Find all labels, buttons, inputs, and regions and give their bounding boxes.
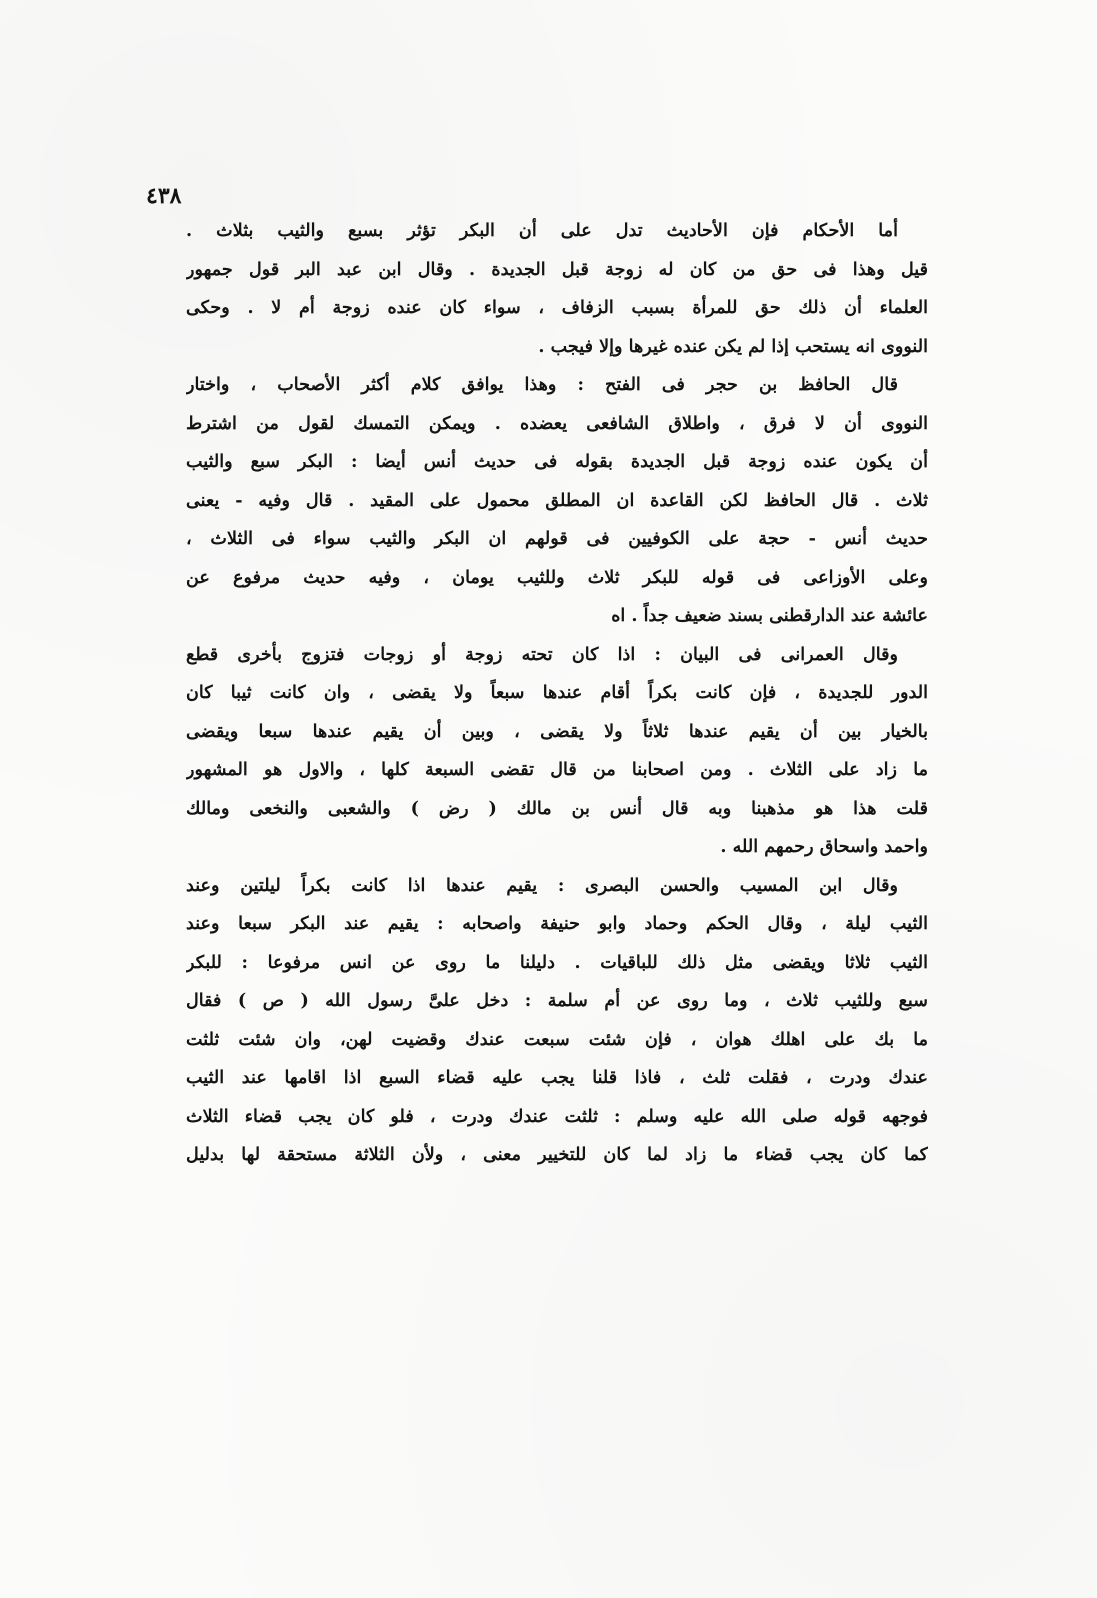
text-line: النووى أن لا فرق ، واطلاق الشافعى يعضده . ويمكن التمسك لقول من اشترط bbox=[186, 412, 928, 434]
text-line: قال الحافظ بن حجر فى الفتح : وهذا يوافق كلام أكثر الأصحاب ، واختار bbox=[186, 374, 898, 395]
text-line: أن يكون عنده زوجة قبل الجديدة بقوله فى حديث أنس أيضا : البكر سبع والثيب bbox=[186, 451, 928, 472]
text-line: فوجهه قوله صلى الله عليه وسلم : ثلثت عندك ودرت ، فلو كان يجب قضاء الثلاث bbox=[186, 1105, 928, 1127]
page-number: ٤٣٨ bbox=[146, 183, 182, 209]
text-line: النووى انه يستحب إذا لم يكن عنده غيرها وإلا فيجب . bbox=[538, 335, 928, 357]
text-line: العلماء أن ذلك حق للمرأة بسبب الزفاف ، سواء كان عنده زوجة أم لا . وحكى bbox=[186, 297, 928, 318]
text-line: قلت هذا هو مذهبنا وبه قال أنس بن مالك ( رض ) والشعبى والنخعى ومالك bbox=[186, 797, 928, 819]
text-line: حديث أنس - حجة على الكوفيين فى قولهم ان البكر والثيب سواء فى الثلاث ، bbox=[186, 528, 928, 549]
text-line: الثيب ثلاثا ويقضى مثل ذلك للباقيات . دليلنا ما روى عن انس مرفوعا : للبكر bbox=[186, 951, 928, 973]
text-line: الدور للجديدة ، فإن كانت بكراً أقام عندها سبعاً ولا يقضى ، وان كانت ثيبا كان bbox=[186, 682, 928, 703]
text-line: وقال ابن المسيب والحسن البصرى : يقيم عندها اذا كانت بكراً ليلتين وعند bbox=[186, 874, 898, 896]
text-line: بالخيار بين أن يقيم عندها ثلاثاً ولا يقضى ، وبين أن يقيم عندها سبعا ويقضى bbox=[186, 720, 928, 742]
text-line: عندك ودرت ، فقلت ثلث ، فاذا قلنا يجب عليه قضاء السبع اذا اقامها عند الثيب bbox=[186, 1067, 928, 1088]
text-line: قيل وهذا فى حق من كان له زوجة قبل الجديدة . وقال ابن عبد البر قول جمهور bbox=[186, 258, 928, 280]
text-line: ما زاد على الثلاث . ومن اصحابنا من قال تقضى السبعة كلها ، والاول هو المشهور bbox=[186, 759, 928, 780]
text-line: وقال العمرانى فى البيان : اذا كان تحته زوجة أو زوجات فتزوج بأخرى قطع bbox=[186, 643, 898, 665]
text-line: ما بك على اهلك هوان ، فإن شئت سبعت عندك وقضيت لهن، وان شئت ثلثت bbox=[186, 1028, 928, 1050]
text-line: الثيب ليلة ، وقال الحكم وحماد وابو حنيفة واصحابه : يقيم عند البكر سبعا وعند bbox=[186, 913, 928, 934]
text-line: أما الأحكام فإن الأحاديث تدل على أن البكر تؤثر بسبع والثيب بثلاث . bbox=[186, 220, 898, 241]
body-text bbox=[186, 212, 928, 1412]
text-line: كما كان يجب قضاء ما زاد لما كان للتخيير معنى ، ولأن الثلاثة مستحقة لها بدليل bbox=[186, 1144, 928, 1165]
text-line: وعلى الأوزاعى فى قوله للبكر ثلاث وللثيب يومان ، وفيه حديث مرفوع عن bbox=[186, 566, 928, 588]
text-line: واحمد واسحاق رحمهم الله . bbox=[720, 836, 928, 857]
text-line: سبع وللثيب ثلاث ، وما روى عن أم سلمة : دخل علىَّ رسول الله ( ص ) فقال bbox=[186, 990, 928, 1011]
text-line: عائشة عند الدارقطنى بسند ضعيف جداً . اه bbox=[611, 605, 928, 626]
text-line: ثلاث . قال الحافظ لكن القاعدة ان المطلق محمول على المقيد . قال وفيه - يعنى bbox=[186, 489, 928, 511]
